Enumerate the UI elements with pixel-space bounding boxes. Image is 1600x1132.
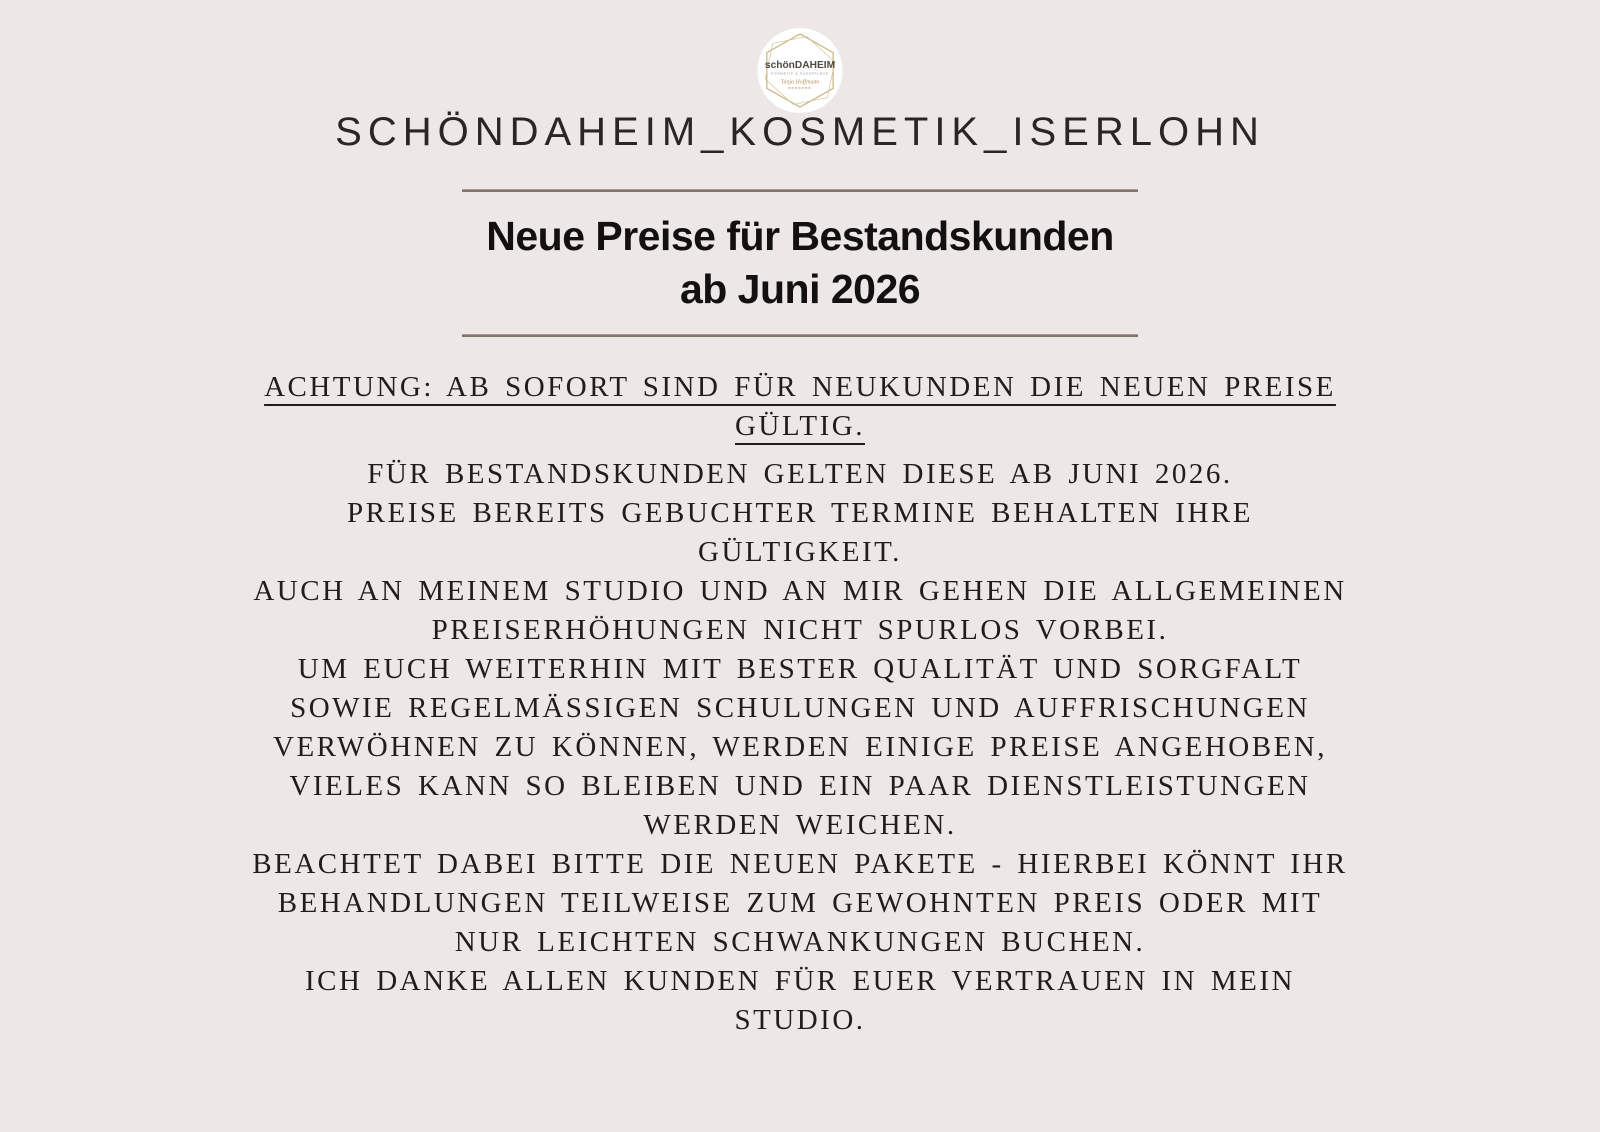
body-line: STUDIO.	[734, 1004, 866, 1036]
logo-subtitle: KOSMETIK & FUSSPFLEGE	[771, 71, 829, 76]
body-line: BEACHTET DABEI BITTE DIE NEUEN PAKETE - HIERBEI KÖNNT IHR	[252, 848, 1348, 880]
announcement-body	[180, 368, 1420, 1040]
page-title-line2: ab Juni 2026	[679, 266, 921, 312]
body-line: SOWIE REGELMÄSSIGEN SCHULUNGEN UND AUFFRISCHUNGEN	[290, 692, 1310, 724]
body-line: GÜLTIG.	[734, 410, 865, 442]
logo-studio-name: schönDAHEIM	[764, 59, 836, 71]
top-divider	[462, 189, 1138, 192]
page-title-line1: Neue Preise für Bestandskunden	[486, 213, 1114, 259]
body-line: VIELES KANN SO BLEIBEN UND EIN PAAR DIENSTLEISTUNGEN	[289, 770, 1311, 802]
studio-logo	[758, 28, 843, 113]
body-line: NUR LEICHTEN SCHWANKUNGEN BUCHEN.	[454, 926, 1146, 958]
instagram-handle: SCHÖNDAHEIM_KOSMETIK_ISERLOHN	[335, 110, 1265, 154]
page-title	[0, 210, 1600, 316]
bottom-divider	[462, 334, 1138, 337]
body-line: BEHANDLUNGEN TEILWEISE ZUM GEWOHNTEN PREIS ODER MIT	[277, 887, 1323, 919]
body-line: PREISERHÖHUNGEN NICHT SPURLOS VORBEI.	[431, 614, 1169, 646]
logo-owner-name: Tanja Hoffmann	[780, 79, 820, 86]
body-line: WERDEN WEICHEN.	[643, 809, 957, 841]
body-line: GÜLTIGKEIT.	[698, 536, 902, 568]
body-line: VERWÖHNEN ZU KÖNNEN, WERDEN EINIGE PREISE ANGEHOBEN,	[273, 731, 1327, 763]
body-line: ACHTUNG: AB SOFORT SIND FÜR NEUKUNDEN DIE NEUEN PREISE	[264, 371, 1336, 403]
body-line: FÜR BESTANDSKUNDEN GELTEN DIESE AB JUNI 2026.	[367, 458, 1233, 490]
body-line: AUCH AN MEINEM STUDIO UND AN MIR GEHEN DIE ALLGEMEINEN	[253, 575, 1347, 607]
body-line: PREISE BEREITS GEBUCHTER TERMINE BEHALTEN IHRE	[347, 497, 1253, 529]
body-line: ICH DANKE ALLEN KUNDEN FÜR EUER VERTRAUEN IN MEIN	[305, 965, 1295, 997]
studio-logo-badge	[758, 28, 843, 113]
body-line: UM EUCH WEITERHIN MIT BESTER QUALITÄT UND SORGFALT	[297, 653, 1303, 685]
